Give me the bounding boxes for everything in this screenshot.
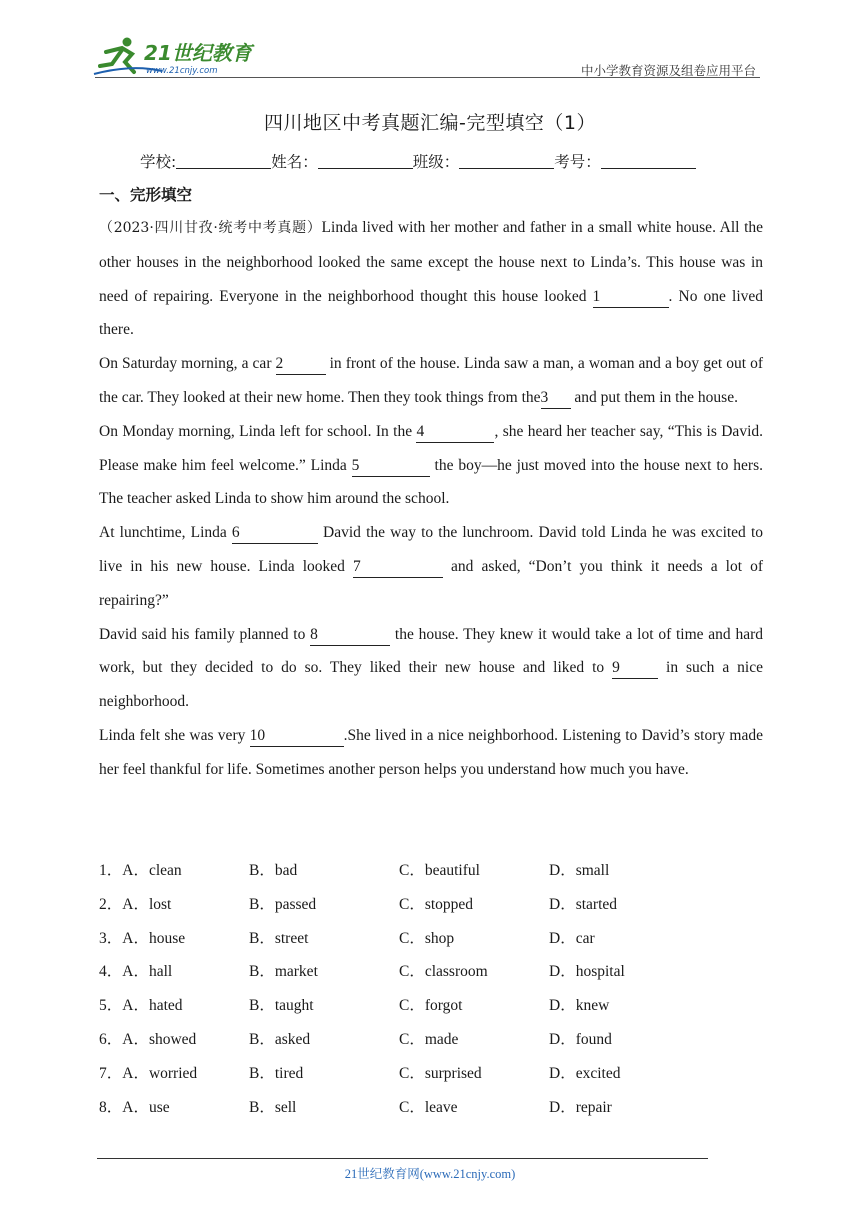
paragraph-1 <box>99 211 763 347</box>
paragraph-text: Linda lived with her mother and father in a small white house. All the other houses in the neighborhood looked the same except the house next to Linda’s. This house was in need of repairing. Everyone in the neighborhood thought this house looked <box>99 219 764 305</box>
paragraph-text: and asked, “Don’t you think it needs a lot of repairing?” <box>99 557 763 609</box>
option-c: C．stopped <box>399 895 474 913</box>
class-blank <box>459 154 554 169</box>
blank-4: 4 <box>416 422 494 443</box>
paragraph-5 <box>99 618 763 719</box>
option-a: 7．A．worried <box>99 1064 198 1082</box>
paragraph-text: .She lived in a nice neighborhood. Listening to David’s story made her feel thankful for life. Sometimes another person helps you understand how much you have. <box>99 726 763 778</box>
option-a: 8．A．use <box>99 1098 170 1116</box>
option-d: D．repair <box>549 1098 612 1116</box>
option-d: D．knew <box>549 997 610 1015</box>
paragraph-text: the boy—he just moved into the house next to hers. The teacher asked Linda to show him around the school. <box>99 456 763 508</box>
logo-graphic <box>92 36 262 78</box>
class-label: 班级： <box>412 153 460 171</box>
blank-1: 1 <box>593 287 669 308</box>
option-b: B．asked <box>249 1030 311 1048</box>
cloze-passage <box>99 211 763 787</box>
option-b: B．taught <box>249 997 314 1015</box>
blank-10: 10 <box>250 726 344 747</box>
paragraph-text: , she heard her teacher say, “This is David. Please make him feel welcome.” Linda <box>99 422 763 474</box>
option-d: D．started <box>549 895 618 913</box>
paragraph-text: Linda felt she was very <box>99 726 250 744</box>
option-c: C．surprised <box>399 1064 482 1082</box>
option-b: B．bad <box>249 862 298 879</box>
option-c: C．forgot <box>399 997 463 1015</box>
paragraph-text: the house. They knew it would take a lot of time and hard work, but they decided to do so. They liked their new house and liked to <box>99 625 763 677</box>
name-blank <box>318 154 413 169</box>
blank-7: 7 <box>353 557 443 578</box>
option-a: 6．A．showed <box>99 1030 197 1048</box>
blank-6: 6 <box>232 523 318 544</box>
paragraph-2 <box>99 347 763 415</box>
blank-3: 3 <box>541 388 571 409</box>
option-d: D．hospital <box>549 963 625 981</box>
paragraph-text: in front of the house. Linda saw a man, a woman and a boy get out of the car. They looked at their new home. Then they took things from the <box>99 355 763 406</box>
paragraph-text: On Saturday morning, a car <box>99 355 276 373</box>
logo-url: www.21cnjy.com <box>146 66 218 76</box>
option-b: B．passed <box>249 895 317 913</box>
option-b: B．market <box>249 963 318 981</box>
option-a: 3．A．house <box>99 929 186 947</box>
paragraph-text: David said his family planned to <box>99 625 311 643</box>
option-c: C．shop <box>399 929 455 947</box>
exam-no-blank <box>601 154 696 169</box>
student-info-row <box>140 150 696 172</box>
header-platform-text: 中小学教育资源及组卷应用平台 <box>580 63 756 78</box>
option-b: B．tired <box>249 1064 304 1082</box>
option-a: 5．A．hated <box>99 997 183 1015</box>
option-d: D．small <box>549 862 610 879</box>
paragraph-text: in such a nice neighborhood. <box>99 659 763 711</box>
option-a: 2．A．lost <box>99 895 172 913</box>
exam-no-label: 考号： <box>554 153 601 171</box>
blank-8: 8 <box>310 625 390 646</box>
option-d: D．excited <box>549 1064 621 1082</box>
paragraph-3 <box>99 415 763 516</box>
paragraph-text: On Monday morning, Linda left for school. In the <box>99 422 417 440</box>
option-a: 4．A．hall <box>99 963 173 981</box>
option-d: D．found <box>549 1030 612 1048</box>
option-c: C．made <box>399 1030 459 1048</box>
blank-9: 9 <box>612 658 658 679</box>
blank-2: 2 <box>276 354 326 375</box>
option-d: D．car <box>549 929 595 947</box>
name-label: 姓名： <box>271 153 318 171</box>
site-logo <box>92 36 262 78</box>
paragraph-text: At lunchtime, Linda <box>99 524 232 542</box>
school-label: 学校: <box>140 153 177 171</box>
paragraph-6 <box>99 719 763 787</box>
paragraph-text: . No one lived there. <box>99 287 763 339</box>
paragraph-4 <box>99 516 763 617</box>
blank-5: 5 <box>352 456 430 477</box>
footer-divider <box>97 1158 708 1159</box>
option-c: C．classroom <box>399 963 488 981</box>
logo-text: 21世纪教育 <box>144 41 252 65</box>
option-a: 1．A．clean <box>99 862 182 879</box>
option-b: B．street <box>249 929 309 947</box>
option-c: C．leave <box>399 1098 458 1116</box>
school-blank <box>176 154 271 169</box>
option-c: C．beautiful <box>399 862 480 879</box>
option-b: B．sell <box>249 1098 297 1116</box>
paragraph-text: David the way to the lunchroom. David told Linda he was excited to live in his new house. Linda looked <box>99 524 763 575</box>
paragraph-text: and put them in the house. <box>570 388 738 406</box>
header-divider <box>95 77 760 78</box>
page-title: 四川地区中考真题汇编-完型填空（1） <box>264 112 596 134</box>
section-heading: 一、完形填空 <box>99 186 193 204</box>
footer-link[interactable]: 21世纪教育网(www.21cnjy.com) <box>344 1167 516 1181</box>
passage-source: （2023·四川甘孜·统考中考真题） <box>99 220 322 236</box>
